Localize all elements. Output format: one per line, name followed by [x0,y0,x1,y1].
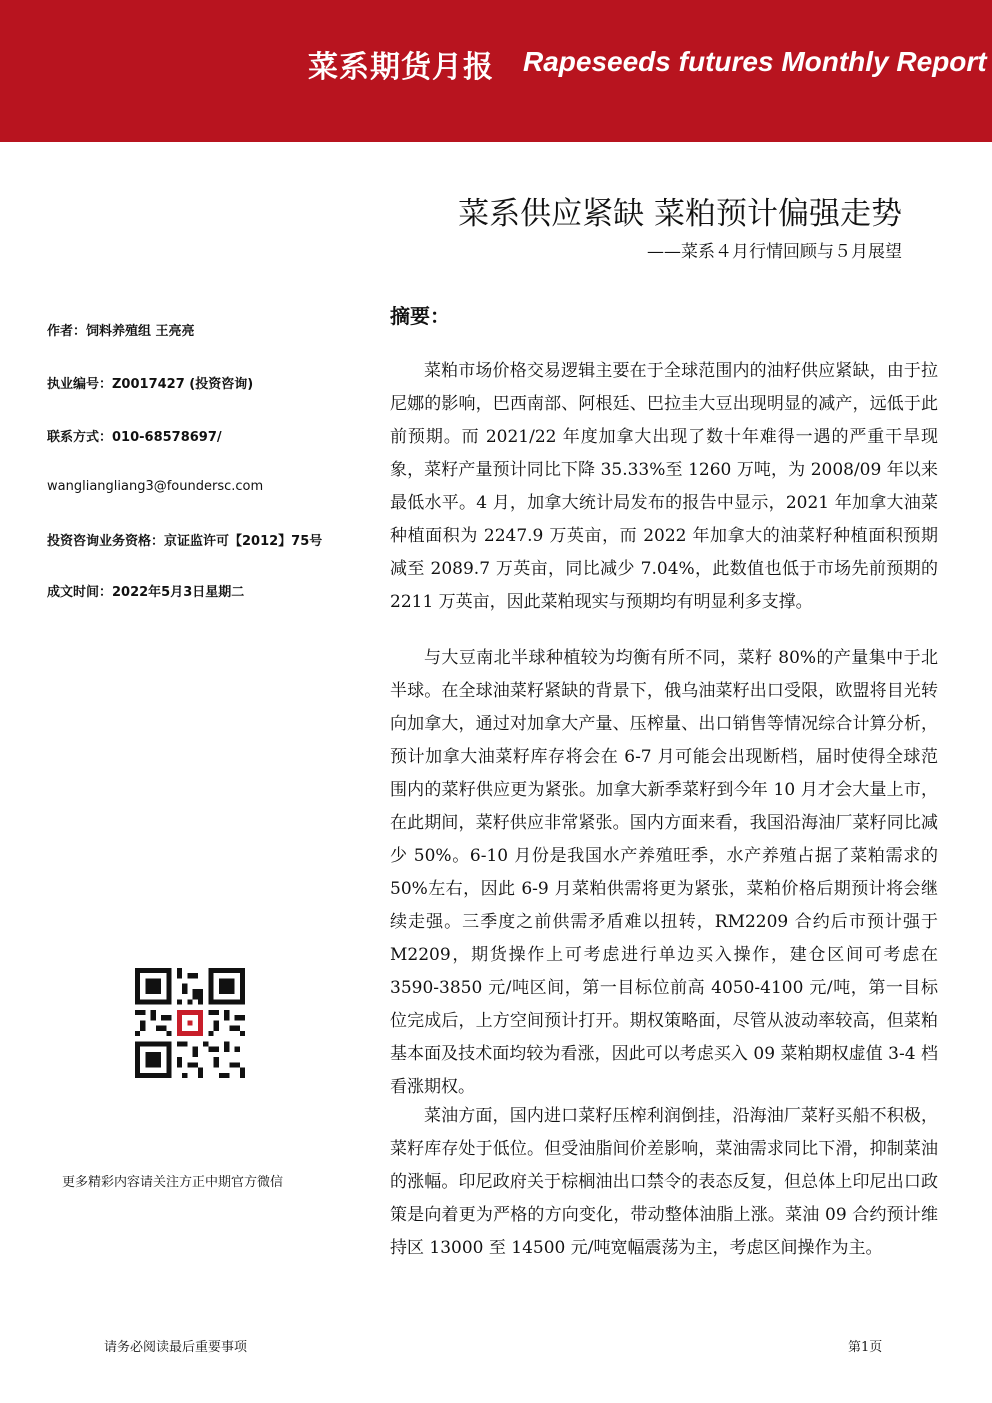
abstract-paragraph-3: 菜油方面，国内进口菜籽压榨利润倒挂，沿海油厂菜籽买船不积极，菜籽库存处于低位。但受油脂间价差影响，菜油需求同比下滑，抑制菜油的涨幅。印尼政府关于棕榈油出口禁令的表态反复，但总体上印尼出口政策是向着更为严格的方向变化，带动整体油脂上涨。菜油 09 合约预计维持区 13000 至 14500 元/吨宽幅震荡为主，考虑区间操作为主。 [390,1106,938,1258]
banner-en-title: Rapeseeds futures Monthly Report [523,46,987,77]
author-line: 作者：饲料养殖组 王亮亮 [47,324,195,339]
footer-notice: 请务必阅读最后重要事项 [104,1340,248,1355]
qr-caption: 更多精彩内容请关注方正中期官方微信 [62,1175,284,1190]
banner-cn-title: 菜系期货月报 [308,50,494,85]
report-title: 菜系供应紧缺 菜粕预计偏强走势 [458,196,902,232]
header-banner [0,0,992,142]
abstract-heading: 摘要： [390,304,450,328]
abstract-paragraph-2: 与大豆南北半球种植较为均衡有所不同，菜籽 80%的产量集中于北半球。在全球油菜籽紧缺的背景下，俄乌油菜籽出口受限，欧盟将目光转向加拿大，通过对加拿大产量、压榨量、出口销售等情况综合计算分析，预计加拿大油菜籽库存将会在 6-7 月可能会出现断档，届时使得全球范围内的菜籽供应更为紧张。加拿大新季菜籽到今年 10 月才会大量上市，在此期间，菜籽供应非常紧张。国内方面来看，我国沿海油厂菜籽同比减少 50%。6-10 月份是我国水产养殖旺季，水产养殖占据了菜粕需求的 50%左右，因此 6-9 月菜粕供需将更为紧张，菜粕价格后期预计将会继续走强。三季度之前供需矛盾难以扭转，RM2209 合约后市预计强于 M2209，期货操作上可考虑进行单边买入操作，建仓区间可考虑在 3590-3850 元/吨区间，第一目标位前高 4050-4100 元/吨，第一目标位完成后，上方空间预计打开。期权策略面，尽管从波动率较高，但菜粕基本面及技术面均较为看涨，因此可以考虑买入 09 菜粕期权虚值 3-4 档看涨期权。 [390,648,938,1097]
report-subtitle: ——菜系４月行情回顾与５月展望 [647,242,902,262]
written-date: 成文时间：2022年5月3日星期二 [47,585,245,600]
page-number: 第1页 [848,1340,883,1355]
license-number: 执业编号：Z0017427 (投资咨询) [47,377,254,392]
contact-phone: 联系方式：010-68578697/ [47,430,222,445]
qualification-line: 投资咨询业务资格：京证监许可【2012】75号 [47,534,323,549]
abstract-paragraph-1: 菜粕市场价格交易逻辑主要在于全球范围内的油籽供应紧缺，由于拉尼娜的影响，巴西南部、阿根廷、巴拉圭大豆出现明显的减产，远低于此前预期。而 2021/22 年度加拿大出现了数十年难得一遇的严重干旱现象，菜籽产量预计同比下降 35.33%至 1260 万吨，为 2008/09 年以来最低水平。4 月，加拿大统计局发布的报告中显示，2021 年加拿大油菜种植面积为 2247.9 万英亩，而 2022 年加拿大的油菜籽种植面积预期减至 2089.7 万英亩，同比减少 7.04%，此数值也低于市场先前预期的 2211 万英亩，因此菜粕现实与预期均有明显利多支撑。 [390,361,938,612]
contact-email[interactable]: wangliangliang3@foundersc.com [47,479,264,494]
wechat-qr-code [135,968,245,1078]
